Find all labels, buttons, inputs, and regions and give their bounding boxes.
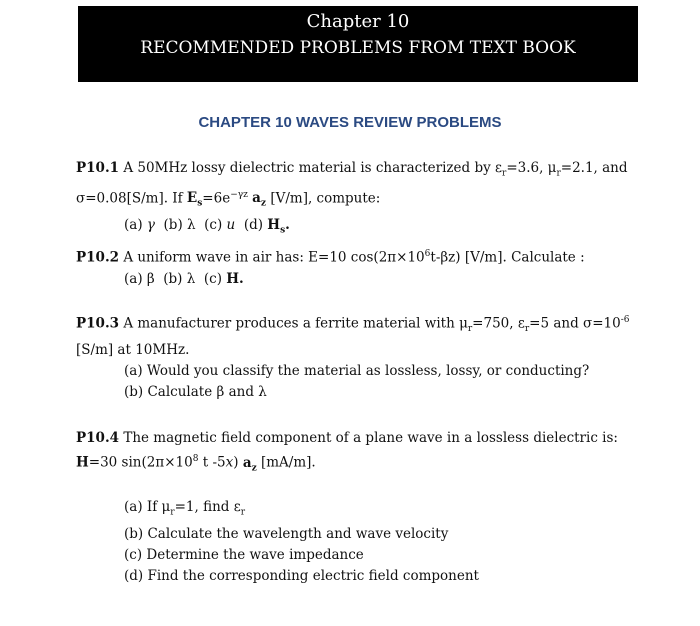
- problem-statement: P10.3 A manufacturer produces a ferrite material with $\mu_r=750$, $\varepsilon_r=5$ and $\sigma=10^{-6}$ [S/m] at 10MHz.: [76, 315, 630, 359]
- problem-part: (d) Find the corresponding electric field component: [124, 567, 479, 584]
- problem-number: P10.1: [76, 160, 120, 176]
- problem-part: (b) Calculate the wavelength and wave velocity: [124, 525, 449, 542]
- section-title: CHAPTER 10 WAVES REVIEW PROBLEMS: [198, 114, 502, 131]
- problem-number: P10.4: [76, 430, 120, 446]
- problem-statement: P10.1 A 50MHz lossy dielectric material is characterized by $\varepsilon_r=3.6$, $\mu_r=2.1$, and σ=0.08[S/m]. If $E_s=6e^{-\gamma z}$ $a_z$ [V/m], compute:: [76, 160, 628, 209]
- chapter-subheading: RECOMMENDED PROBLEMS FROM TEXT BOOK: [140, 38, 576, 58]
- problem-p10-1: [76, 158, 636, 242]
- problem-part: (a) If $\mu_r=1$, find $\varepsilon_r$: [124, 499, 246, 518]
- problem-part: (b) Calculate β and λ: [124, 384, 267, 401]
- problem-parts: (a) β (b) λ (c) H.: [124, 270, 244, 287]
- chapter-heading: Chapter 10: [306, 11, 410, 32]
- problem-number: P10.3: [76, 315, 120, 332]
- problem-p10-3: [76, 310, 636, 403]
- chapter-banner: [78, 6, 638, 82]
- problem-p10-4: [76, 428, 636, 587]
- problem-p10-2: [76, 244, 636, 290]
- problem-part: (a) Would you classify the material as lossless, lossy, or conducting?: [124, 363, 590, 380]
- problem-statement: P10.4 The magnetic field component of a plane wave in a lossless dielectric is: H=30 $\sin(2\pi\times 10^8$ t -5x) $a_z$ [mA/m].: [76, 430, 618, 474]
- problem-statement: P10.2 A uniform wave in air has: E=10 $\cos(2\pi\times 10^6t-\beta z)$ [V/m]. Calculate :: [76, 249, 585, 266]
- problem-number: P10.2: [76, 249, 120, 266]
- problem-part: (c) Determine the wave impedance: [124, 546, 364, 563]
- problem-parts: (a) γ (b) λ (c) u (d) $H_s$.: [124, 216, 290, 236]
